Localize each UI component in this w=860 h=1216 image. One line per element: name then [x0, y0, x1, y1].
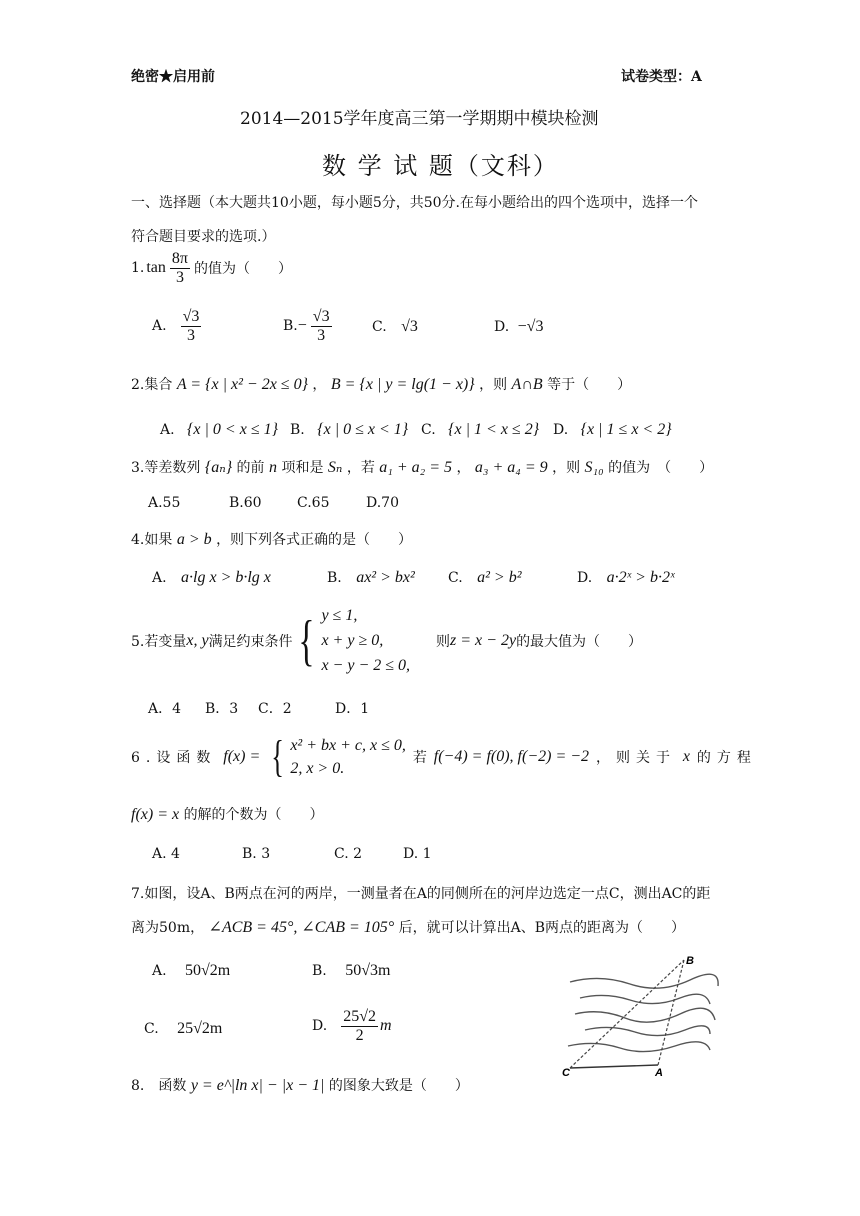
q7-angles: ∠ACB = 45°, ∠CAB = 105° — [208, 919, 395, 936]
q6-option-b: B. 3 — [242, 846, 271, 862]
q2-option-c — [421, 421, 539, 439]
q4-option-d-value: a·2ˣ > b·2ˣ — [606, 569, 675, 586]
q5-option-d: D．1 — [335, 701, 370, 717]
q3-s10: S₁₀ — [584, 459, 604, 476]
question-8 — [131, 1075, 469, 1095]
sight-line-ab — [658, 960, 684, 1065]
q8-text-b: 的图象大致是（ ） — [328, 1078, 469, 1094]
q6-option-a: A. 4 — [152, 846, 180, 862]
q5-constraint-3: x − y − 2 ≤ 0, — [321, 656, 411, 674]
q6-option-d: D. 1 — [403, 846, 432, 862]
question-4 — [131, 529, 412, 549]
q4-text-b: ，则下列各式正确的是（ ） — [216, 532, 413, 548]
q5-constraint-2: x + y ≥ 0, — [321, 631, 384, 649]
q1-option-a-num: √3 — [182, 308, 200, 325]
q1-frac-den: 3 — [175, 268, 184, 286]
q7-text-a: 离为50m， — [131, 920, 205, 936]
question-6-line1 — [131, 734, 757, 780]
q6-text-a: 6.设函数 — [131, 750, 217, 767]
q5-option-b: B．3 — [205, 701, 239, 717]
q7-option-b — [312, 962, 390, 980]
q4-option-c — [448, 569, 522, 587]
q5-option-a: A．4 — [148, 701, 182, 717]
river-wave-4 — [585, 1026, 710, 1036]
q2-option-a — [160, 421, 278, 439]
q6-text-c: ，则关于 — [595, 750, 676, 767]
q3-option-c: C.65 — [297, 495, 330, 511]
question-2 — [131, 374, 631, 394]
q1-func: tan — [146, 259, 166, 277]
q5-text-b: 满足约束条件 — [208, 634, 293, 651]
q3-n: n — [269, 459, 277, 476]
q1-fraction — [170, 250, 190, 286]
confidential-label: 绝密★启用前 — [131, 69, 215, 85]
q7-option-a — [152, 962, 230, 980]
q6-fx: f(x) = — [223, 748, 261, 766]
q1-option-d-label: D. — [494, 319, 510, 335]
q7-option-b-value: 50√3m — [345, 962, 391, 979]
exam-title: 2014—2015学年度高三第一学期期中模块检测 — [240, 109, 599, 129]
q1-option-b-sign: − — [297, 317, 307, 335]
q3-cond2: a₃ + a₄ = 9 — [474, 459, 548, 476]
q5-left-brace: { — [297, 610, 315, 673]
q2-expr: A∩B — [511, 376, 543, 393]
q3-text-b: 的前 — [236, 460, 265, 476]
q5-text-c: 则 — [436, 634, 451, 651]
q3-option-b: B.60 — [229, 495, 262, 511]
q4-option-c-label: C. — [448, 570, 463, 586]
q6-piecewise — [267, 734, 406, 780]
q2-option-c-label: C. — [421, 422, 436, 438]
q1-option-c-label: C. — [372, 319, 387, 335]
q2-suffix: 等于（ ） — [547, 377, 632, 393]
q3-text-e: ， — [456, 460, 471, 476]
q6-case-1: x² + bx + c, x ≤ 0, — [290, 737, 406, 754]
q6-cond: f(−4) = f(0), f(−2) = −2 — [433, 748, 590, 766]
q1-option-a-label: A. — [152, 318, 167, 335]
q1-prefix: 1. — [131, 260, 145, 277]
q1-option-a-den: 3 — [186, 326, 195, 344]
q6-text-d: 的方程 — [696, 750, 757, 767]
q2-option-b-value: {x | 0 ≤ x < 1} — [317, 421, 409, 438]
q5-text-d: 的最大值为（ ） — [516, 634, 643, 651]
q7-option-c-value: 25√2m — [177, 1020, 223, 1037]
q3-text-c: 项和是 — [281, 460, 324, 476]
q5-option-c: C．2 — [258, 701, 292, 717]
q7-option-b-label: B. — [312, 963, 327, 979]
q5-vars: x, y — [186, 632, 209, 650]
river-wave-2 — [580, 994, 710, 1004]
q4-option-b — [327, 569, 415, 587]
q1-option-a-frac — [181, 308, 202, 344]
q4-option-b-label: B. — [327, 570, 342, 586]
question-6-line2 — [131, 804, 324, 824]
question-7-line1: 7.如图，设A、B两点在河的两岸，一测量者在A的同侧所在的河岸边选定一点C，测出AC的距 — [131, 886, 711, 902]
q2-set-b: B = {x | y = lg(1 − x)} — [330, 376, 475, 393]
q4-option-b-value: ax² > bx² — [356, 569, 415, 586]
q2-option-d-label: D. — [553, 422, 569, 438]
q7-option-d-num: 25√2 — [343, 1008, 376, 1025]
bank-line-ca — [570, 1065, 658, 1068]
q3-option-a: A.55 — [148, 495, 181, 511]
q1-option-b-num: √3 — [312, 308, 330, 325]
q8-text-a: 8. 函数 — [131, 1078, 187, 1094]
q7-option-d — [312, 1008, 392, 1044]
q1-option-a — [152, 308, 201, 344]
q7-option-a-value: 50√2m — [185, 962, 231, 979]
q7-option-d-frac — [341, 1008, 378, 1044]
q7-option-c-label: C. — [144, 1021, 159, 1037]
q7-option-d-den: 2 — [355, 1026, 364, 1044]
q6-eq: f(x) = x — [131, 806, 180, 823]
paper-type-label: 试卷类型：A — [621, 69, 702, 85]
q7-option-d-label: D. — [312, 1018, 328, 1035]
q1-option-b-label: B. — [283, 318, 298, 335]
q4-text-a: 4.如果 — [131, 532, 173, 548]
q5-expr: z = x − 2y — [450, 632, 517, 650]
sight-line-cb — [570, 960, 684, 1068]
q2-option-b — [290, 421, 408, 439]
q1-option-d-value: −√3 — [517, 318, 544, 335]
q2-prefix: 2.集合 — [131, 377, 173, 393]
q1-option-b-frac — [311, 308, 332, 344]
exam-subtitle: 数 学 试 题（文科） — [322, 152, 559, 180]
q5-constraints — [293, 604, 410, 678]
q2-option-c-value: {x | 1 < x ≤ 2} — [448, 421, 540, 438]
q3-text-d: ，若 — [346, 460, 375, 476]
q3-sn: Sₙ — [327, 459, 343, 476]
q7-option-c — [144, 1020, 222, 1038]
q6-text-b: 若 — [412, 750, 427, 767]
question-3 — [131, 457, 713, 477]
q2-option-b-label: B. — [290, 422, 305, 438]
q3-text-f: ，则 — [552, 460, 581, 476]
q7-option-d-unit: m — [379, 1017, 392, 1035]
q4-option-a-value: a·lg x > b·lg x — [181, 569, 271, 586]
section-instructions-line1: 一、选择题（本大题共10小题，每小题5分，共50分.在每小题给出的四个选项中，选择一个 — [131, 195, 698, 211]
question-7-line2 — [131, 917, 685, 937]
q3-text-g: 的值为 （ ） — [608, 460, 714, 476]
q4-option-a-label: A. — [152, 570, 167, 586]
point-b-label: B — [686, 955, 694, 967]
q1-frac-num: 8π — [171, 250, 188, 267]
q1-option-c — [372, 318, 418, 336]
q3-seq: {aₙ} — [204, 459, 233, 476]
q3-text-a: 3.等差数列 — [131, 460, 201, 476]
q4-option-a — [152, 569, 271, 587]
q6-case-2: 2, x > 0. — [290, 760, 345, 778]
q2-option-a-label: A. — [160, 422, 175, 438]
point-a-label: A — [655, 1067, 663, 1078]
q6-x: x — [682, 748, 690, 766]
q2-option-a-value: {x | 0 < x ≤ 1} — [187, 421, 278, 438]
question-1 — [131, 250, 292, 286]
q7-option-a-label: A. — [152, 963, 167, 979]
q6-text-e: 的解的个数为（ ） — [183, 807, 324, 823]
q4-option-d — [577, 569, 674, 587]
q1-option-b — [283, 308, 332, 344]
q2-option-d-value: {x | 1 ≤ x < 2} — [580, 421, 672, 438]
q4-option-d-label: D. — [577, 570, 593, 586]
q3-option-d: D.70 — [366, 495, 399, 511]
river-diagram — [560, 948, 720, 1078]
q2-mid: ，则 — [479, 377, 508, 393]
q1-option-c-value: √3 — [401, 318, 418, 335]
q1-option-d — [494, 318, 543, 336]
q4-cond: a > b — [176, 531, 212, 548]
q1-option-b-den: 3 — [317, 326, 326, 344]
q1-suffix: 的值为（ ） — [193, 261, 292, 278]
q5-text-a: 5.若变量 — [131, 634, 187, 651]
q6-left-brace: { — [271, 732, 285, 782]
q2-set-a: A = {x | x² − 2x ≤ 0} — [176, 376, 308, 393]
river-wave-1 — [570, 974, 718, 988]
q4-option-c-value: a² > b² — [477, 569, 522, 586]
q7-text-b: 后，就可以计算出A、B两点的距离为（ ） — [398, 920, 686, 936]
point-c-label: C — [562, 1067, 570, 1078]
q8-expr: y = e^|ln x| − |x − 1| — [190, 1077, 325, 1094]
q2-option-d — [553, 421, 672, 439]
question-5 — [131, 604, 642, 678]
q6-option-c: C. 2 — [334, 846, 363, 862]
section-instructions-line2: 符合题目要求的选项.） — [131, 229, 276, 245]
river-wave-3 — [575, 1008, 715, 1022]
q5-constraint-1: y ≤ 1, — [321, 607, 358, 624]
q2-sep: ， — [312, 377, 327, 393]
q3-cond1: a₁ + a₂ = 5 — [379, 459, 453, 476]
